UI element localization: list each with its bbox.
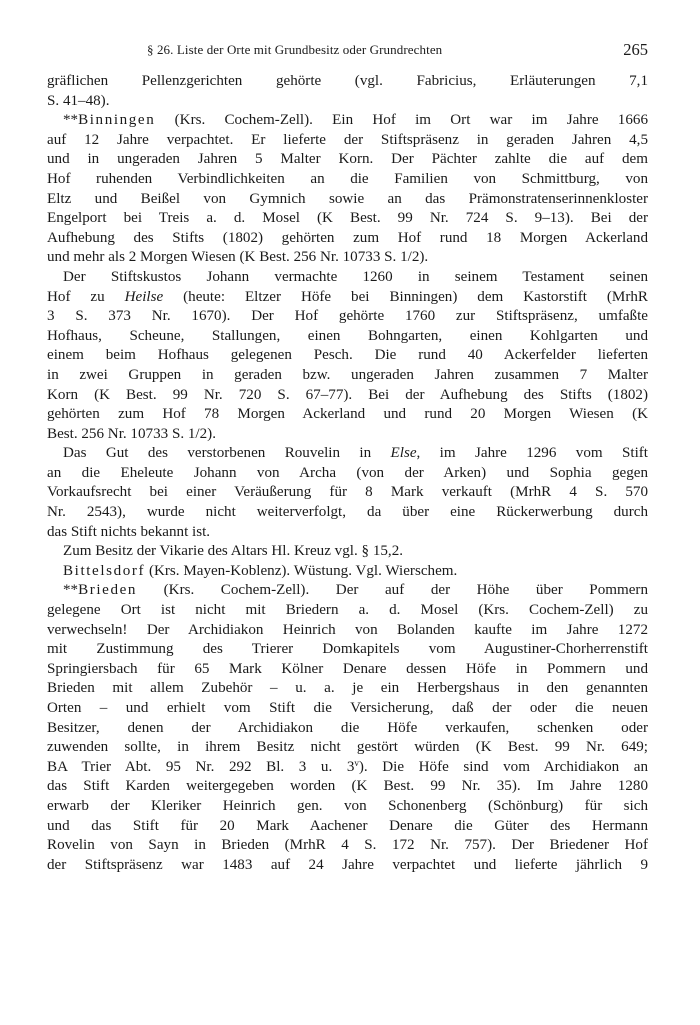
line-text: Orten – und erhielt vom Stift die Versicherung, daß der oder die neuen	[47, 700, 648, 716]
line-text: erwarb der Kleriker Heinrich gen. von Schonenberg (Schönburg) für sich	[47, 797, 648, 814]
text-line	[47, 444, 648, 464]
text-line	[47, 523, 648, 543]
text-line	[47, 699, 648, 719]
text-line	[47, 150, 648, 170]
text-line	[47, 856, 648, 876]
text-line	[47, 542, 648, 562]
superscript: v	[354, 757, 359, 768]
text-line	[47, 817, 648, 837]
text-prefix: Das Gut des verstorbenen Rouvelin in	[63, 445, 391, 462]
line-text: Rovelin von Sayn in Brieden (MrhR 4 S. 172 Nr. 757). Der Briedener Hof	[47, 837, 648, 854]
line-text: zuwenden sollte, in ihrem Besitz nicht gestört würden (K Best. 99 Nr. 649;	[47, 739, 648, 756]
text-line	[47, 581, 648, 601]
line-text: mit Zustimmung des Trierer Domkapitels vom Augustiner-Chorherrenstift	[47, 641, 648, 658]
text-line	[47, 288, 648, 308]
line-text: das Stift nichts bekannt ist.	[47, 523, 211, 540]
italic-place-name: Else	[390, 445, 417, 462]
line-text: Besitzer, denen der Archidiakon die Höfe verkaufen, schenken oder	[47, 719, 648, 736]
italic-place-name: Heilse	[124, 288, 164, 305]
text-line	[47, 797, 648, 817]
text-line	[47, 366, 648, 386]
line-text: 3 S. 373 Nr. 1670). Der Hof gehörte 1760 zur Stiftspräsenz, umfaßte	[47, 308, 648, 325]
text-line	[47, 758, 648, 778]
line-text: verwechseln! Der Archidiakon Heinrich von Bolanden kaufte im Jahre 1272	[47, 621, 648, 638]
text-line	[47, 719, 648, 739]
line-text: Vorkaufsrecht bei einer Veräußerung für 8 Mark verkauft (MrhR 4 S. 570	[47, 484, 648, 501]
line-text: in zwei Gruppen in geraden bzw. ungeraden Jahren zusammen 7 Malter	[47, 366, 648, 383]
text-line	[47, 503, 648, 523]
line-text: Der Stiftskustos Johann vermachte 1260 in seinem Testament seinen	[63, 268, 648, 285]
line-text: und mehr als 2 Morgen Wiesen (K Best. 256 Nr. 10733 S. 1/2).	[47, 249, 429, 266]
running-head: § 26. Liste der Orte mit Grundbesitz oder Grundrechten	[147, 42, 443, 57]
line-text: Brieden mit allem Zubehör – u. a. je ein Herbergshaus in den genannten	[47, 680, 648, 697]
line-text: S. 41–48).	[47, 92, 110, 109]
line-text: an die Eheleute Johann von Archa (von der Arken) und Sophia gegen	[47, 464, 648, 481]
line-text: und das Stift für 20 Mark Aachener Denare die Güter des Hermann	[47, 817, 648, 834]
text-line	[47, 170, 648, 190]
line-text: BA Trier Abt. 95 Nr. 292 Bl. 3 u. 3	[47, 758, 355, 775]
text-line	[47, 307, 648, 327]
line-text: und in ungeraden Jahren 5 Malter Korn. Der Pächter zahlte die auf dem	[47, 151, 648, 168]
line-text: Springiersbach für 65 Mark Kölner Denare dessen Höfe in Pommern und	[47, 660, 648, 677]
text-line	[47, 111, 648, 131]
line-text: gelegene Ort ist nicht mit Briedern a. d. Mosel (Krs. Cochem-Zell) zu	[47, 602, 648, 619]
page-number: 265	[623, 40, 648, 59]
line-text: (Krs. Cochem-Zell). Der auf der Höhe über Pommern	[137, 582, 648, 599]
line-text: Eltz und Beißel von Gymnich sowie an das Prämonstratenserinnenkloster	[47, 190, 648, 207]
text-line	[47, 660, 648, 680]
line-text: , im Jahre 1296 vom Stift	[416, 445, 648, 462]
text-prefix: **	[63, 112, 79, 129]
text-line	[47, 92, 648, 112]
text-line	[47, 131, 648, 151]
line-text: der Stiftspräsenz war 1483 auf 24 Jahre verpachtet und lieferte jährlich 9	[47, 856, 648, 873]
text-line	[47, 425, 648, 445]
text-line	[47, 640, 648, 660]
line-text: Aufhebung des Stifts (1802) gehörten zum Hof rund 18 Morgen Ackerland	[47, 229, 648, 246]
line-text: das Stift Karden weitergegeben worden (K Best. 99 Nr. 35). Im Jahre 1280	[47, 778, 648, 795]
line-text: Zum Besitz der Vikarie des Altars Hl. Kreuz vgl. § 15,2.	[63, 543, 404, 560]
line-text: Engelport bei Treis a. d. Mosel (K Best. 99 Nr. 724 S. 9–13). Bei der	[47, 210, 648, 227]
place-name: Binningen	[78, 112, 156, 129]
line-text-tail: ). Die Höfe sind vom Archidiakon an	[358, 758, 648, 775]
line-text: Hof ruhenden Verbindlichkeiten an die Familien von Schmittburg, von	[47, 170, 648, 187]
text-line	[47, 562, 648, 582]
text-line	[47, 621, 648, 641]
place-name: Bittelsdorf	[63, 562, 146, 579]
line-text: einem beim Hofhaus gelegenen Pesch. Die rund 40 Ackerfelder lieferten	[47, 347, 648, 364]
line-text: Best. 256 Nr. 10733 S. 1/2).	[47, 425, 216, 442]
text-line	[47, 327, 648, 347]
text-prefix: Hof zu	[47, 288, 125, 305]
line-text: (Krs. Mayen-Koblenz). Wüstung. Vgl. Wierschem.	[145, 562, 458, 579]
line-text: (heute: Eltzer Höfe bei Binningen) dem Kastorstift (MrhR	[163, 288, 648, 305]
line-text: (Krs. Cochem-Zell). Ein Hof im Ort war im Jahre 1666	[155, 112, 648, 129]
text-line	[47, 836, 648, 856]
text-line	[47, 229, 648, 249]
line-text: Korn (K Best. 99 Nr. 720 S. 67–77). Bei der Aufhebung des Stifts (1802)	[47, 386, 648, 403]
text-line	[47, 738, 648, 758]
line-text: Nr. 2543), wurde nicht weiterverfolgt, da über eine Rückerwerbung durch	[47, 504, 648, 521]
text-line	[47, 386, 648, 406]
text-line	[47, 464, 648, 484]
text-line	[47, 268, 648, 288]
text-line	[47, 679, 648, 699]
text-line	[47, 72, 648, 92]
text-line	[47, 248, 648, 268]
line-text: gehörten zum Hof 78 Morgen Ackerland und rund 20 Morgen Wiesen (K	[47, 406, 648, 423]
line-text: auf 12 Jahre verpachtet. Er lieferte der Stiftspräsenz in geraden Jahren 4,5	[47, 131, 648, 148]
place-name: Brieden	[78, 582, 138, 599]
body-text	[47, 72, 648, 875]
text-line	[47, 601, 648, 621]
text-line	[47, 405, 648, 425]
text-line	[47, 346, 648, 366]
text-line	[47, 190, 648, 210]
page-header	[47, 40, 648, 62]
text-line	[47, 483, 648, 503]
text-line	[47, 209, 648, 229]
text-prefix: **	[63, 582, 79, 599]
text-line	[47, 777, 648, 797]
line-text: gräflichen Pellenzgerichten gehörte (vgl. Fabricius, Erläuterungen 7,1	[47, 73, 648, 89]
line-text: Hofhaus, Scheune, Stallungen, einen Bohngarten, einen Kohlgarten und	[47, 327, 648, 344]
